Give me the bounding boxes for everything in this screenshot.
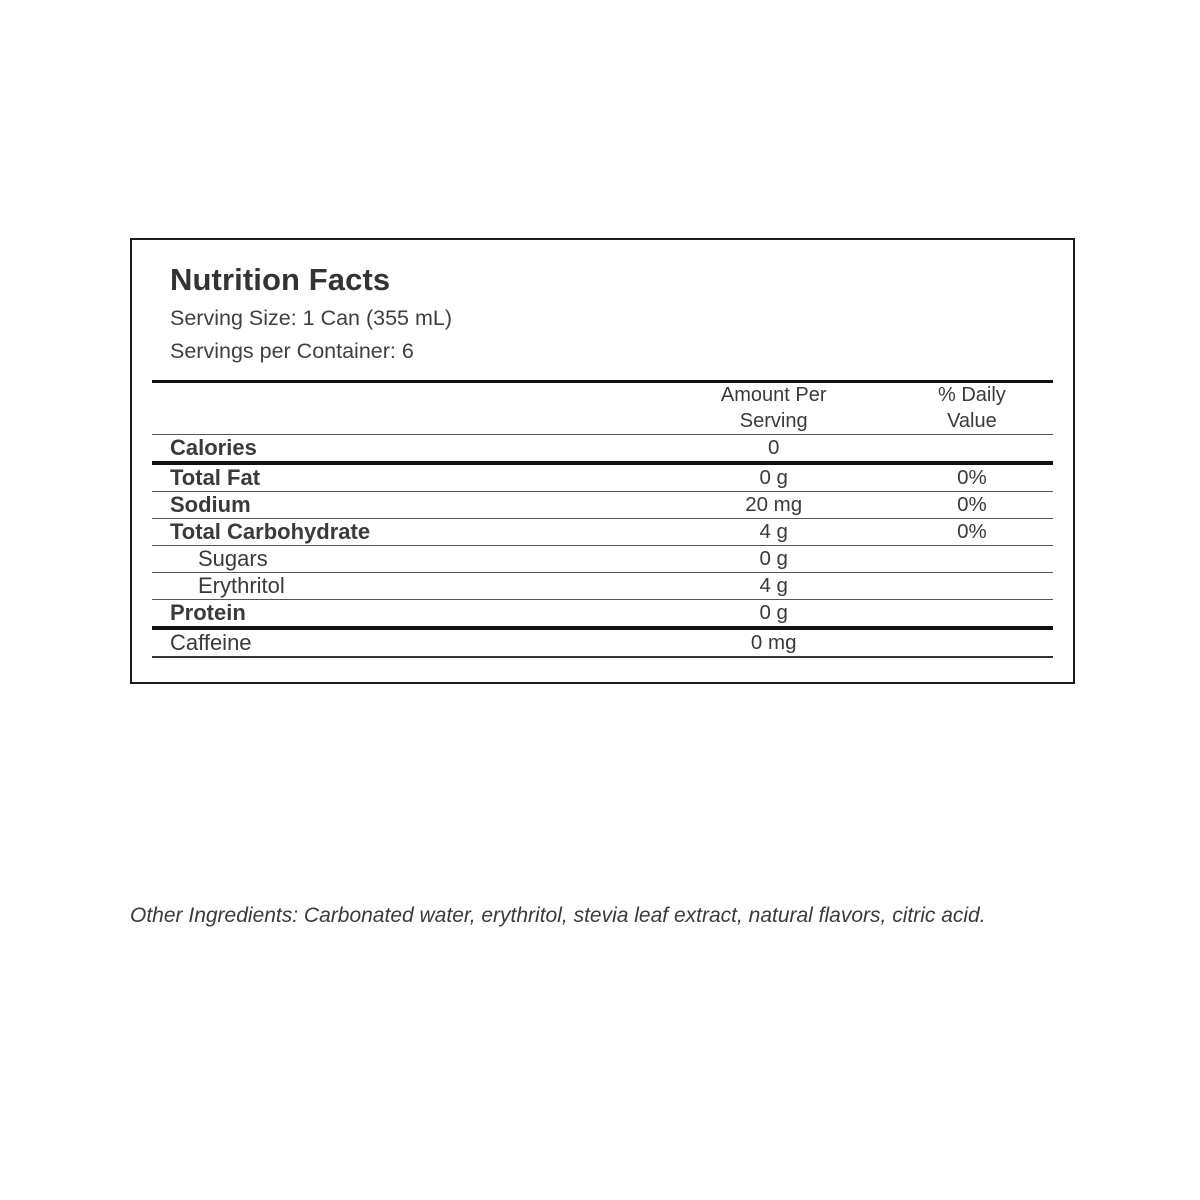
row-label: Total Fat xyxy=(152,463,657,492)
row-daily-value xyxy=(891,600,1053,629)
row-daily-value xyxy=(891,573,1053,600)
row-amount: 0 g xyxy=(657,463,891,492)
table-row xyxy=(152,463,1053,492)
row-label: Calories xyxy=(152,435,657,464)
row-amount: 0 xyxy=(657,435,891,464)
row-amount: 4 g xyxy=(657,519,891,546)
table-row xyxy=(152,492,1053,519)
row-label: Caffeine xyxy=(152,628,657,657)
header-amount-line1: Amount Per xyxy=(720,384,827,407)
row-daily-value xyxy=(891,628,1053,657)
table-row xyxy=(152,600,1053,629)
nutrition-facts-panel xyxy=(130,238,1075,684)
row-label: Total Carbohydrate xyxy=(152,519,657,546)
row-label: Sugars xyxy=(152,546,657,573)
row-label: Sodium xyxy=(152,492,657,519)
page-title: Nutrition Facts xyxy=(170,262,391,297)
row-amount: 0 g xyxy=(657,546,891,573)
table-row xyxy=(152,519,1053,546)
row-amount: 0 mg xyxy=(657,628,891,657)
row-daily-value: 0% xyxy=(891,519,1053,546)
row-daily-value xyxy=(891,435,1053,464)
table-row xyxy=(152,628,1053,657)
header-amount-line2: Serving xyxy=(739,409,808,432)
header-nutrient xyxy=(152,382,657,435)
row-label: Protein xyxy=(152,600,657,629)
serving-size-text: Serving Size: 1 Can (355 mL) xyxy=(170,305,453,330)
servings-per-container-text: Servings per Container: 6 xyxy=(170,338,414,363)
row-amount: 20 mg xyxy=(657,492,891,519)
table-row xyxy=(152,435,1053,464)
table-header-row xyxy=(152,382,1053,435)
header-dv-line1: % Daily xyxy=(938,384,1006,407)
table-row xyxy=(152,573,1053,600)
row-daily-value xyxy=(891,546,1053,573)
table-row xyxy=(152,546,1053,573)
header-daily-value xyxy=(891,382,1053,435)
row-daily-value: 0% xyxy=(891,463,1053,492)
row-amount: 4 g xyxy=(657,573,891,600)
row-amount: 0 g xyxy=(657,600,891,629)
header-amount-per-serving xyxy=(657,382,891,435)
row-label: Erythritol xyxy=(152,573,657,600)
other-ingredients-text: Other Ingredients: Carbonated water, erythritol, stevia leaf extract, natural flavors, citric acid. xyxy=(130,904,986,927)
nutrition-table xyxy=(152,380,1053,658)
header-dv-line2: Value xyxy=(947,409,997,432)
row-daily-value: 0% xyxy=(891,492,1053,519)
